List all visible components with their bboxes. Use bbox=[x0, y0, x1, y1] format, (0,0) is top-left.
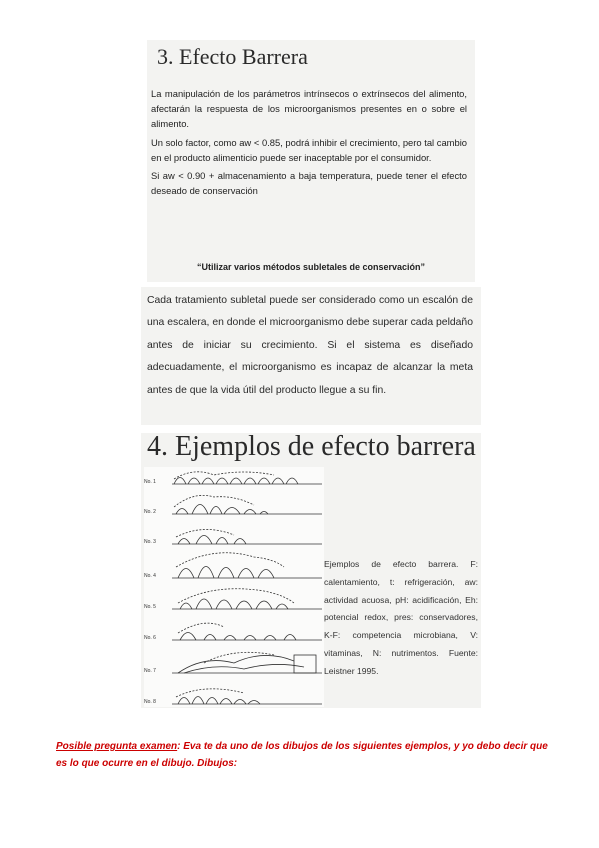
slide-body bbox=[151, 86, 467, 201]
exam-note bbox=[56, 739, 550, 772]
slide-efecto-barrera bbox=[147, 40, 475, 282]
hurdle-sketch bbox=[144, 467, 324, 707]
row-label: No. 8 bbox=[144, 699, 156, 705]
paragraph: Cada tratamiento subletal puede ser considerado como un escalón de una escalera, en donde el microorganismo debe superar cada peldaño antes de iniciar su crecimiento. Si el sistema es diseñado adecuadamente, el microorganismo es incapaz de alcanzar la meta antes de que la vida útil del producto llegue a su fin. bbox=[147, 295, 473, 396]
row-label: No. 1 bbox=[144, 479, 156, 485]
slide-quote: “Utilizar varios métodos subletales de conservación” bbox=[196, 262, 426, 272]
row-label: No. 5 bbox=[144, 604, 156, 610]
row-label: No. 3 bbox=[144, 539, 156, 545]
row-label: No. 4 bbox=[144, 573, 156, 579]
row-label: No. 7 bbox=[144, 668, 156, 674]
slide-escalera bbox=[141, 287, 481, 425]
paragraph: Si aw < 0.90 + almacenamiento a baja temperatura, puede tener el efecto deseado de conservación bbox=[151, 170, 467, 197]
slide-title: 3. Efecto Barrera bbox=[157, 44, 308, 69]
figure-caption: Ejemplos de efecto barrera. F: calentamiento, t: refrigeración, aw: actividad acuosa, pH: acidificación, Eh: potencial redox, pres: conservadores, K-F: competencia microbiana, V: vitaminas, N: nutrimentos. Fuente: Leistner 1995. bbox=[324, 559, 478, 676]
row-label: No. 2 bbox=[144, 509, 156, 515]
exam-note-text: : Eva te da uno de los dibujos de los siguientes ejemplos, y yo debo decir que es lo que ocurre en el dibujo. Dibujos: bbox=[56, 741, 548, 769]
paragraph: Un solo factor, como aw < 0.85, podrá inhibir el crecimiento, pero tal cambio en el producto alimenticio puede ser inaceptable por el consumidor. bbox=[151, 136, 467, 163]
slide-title: 4. Ejemplos de efecto barrera bbox=[147, 431, 476, 462]
exam-note-label: Posible pregunta examen bbox=[56, 741, 178, 752]
hurdle-diagram bbox=[144, 467, 324, 707]
paragraph: La manipulación de los parámetros intrínsecos o extrínsecos del alimento, afectarán la respuesta de los microorganismos presentes en o sobre el alimento. bbox=[151, 88, 467, 130]
row-label: No. 6 bbox=[144, 635, 156, 641]
slide-ejemplos bbox=[141, 433, 481, 708]
